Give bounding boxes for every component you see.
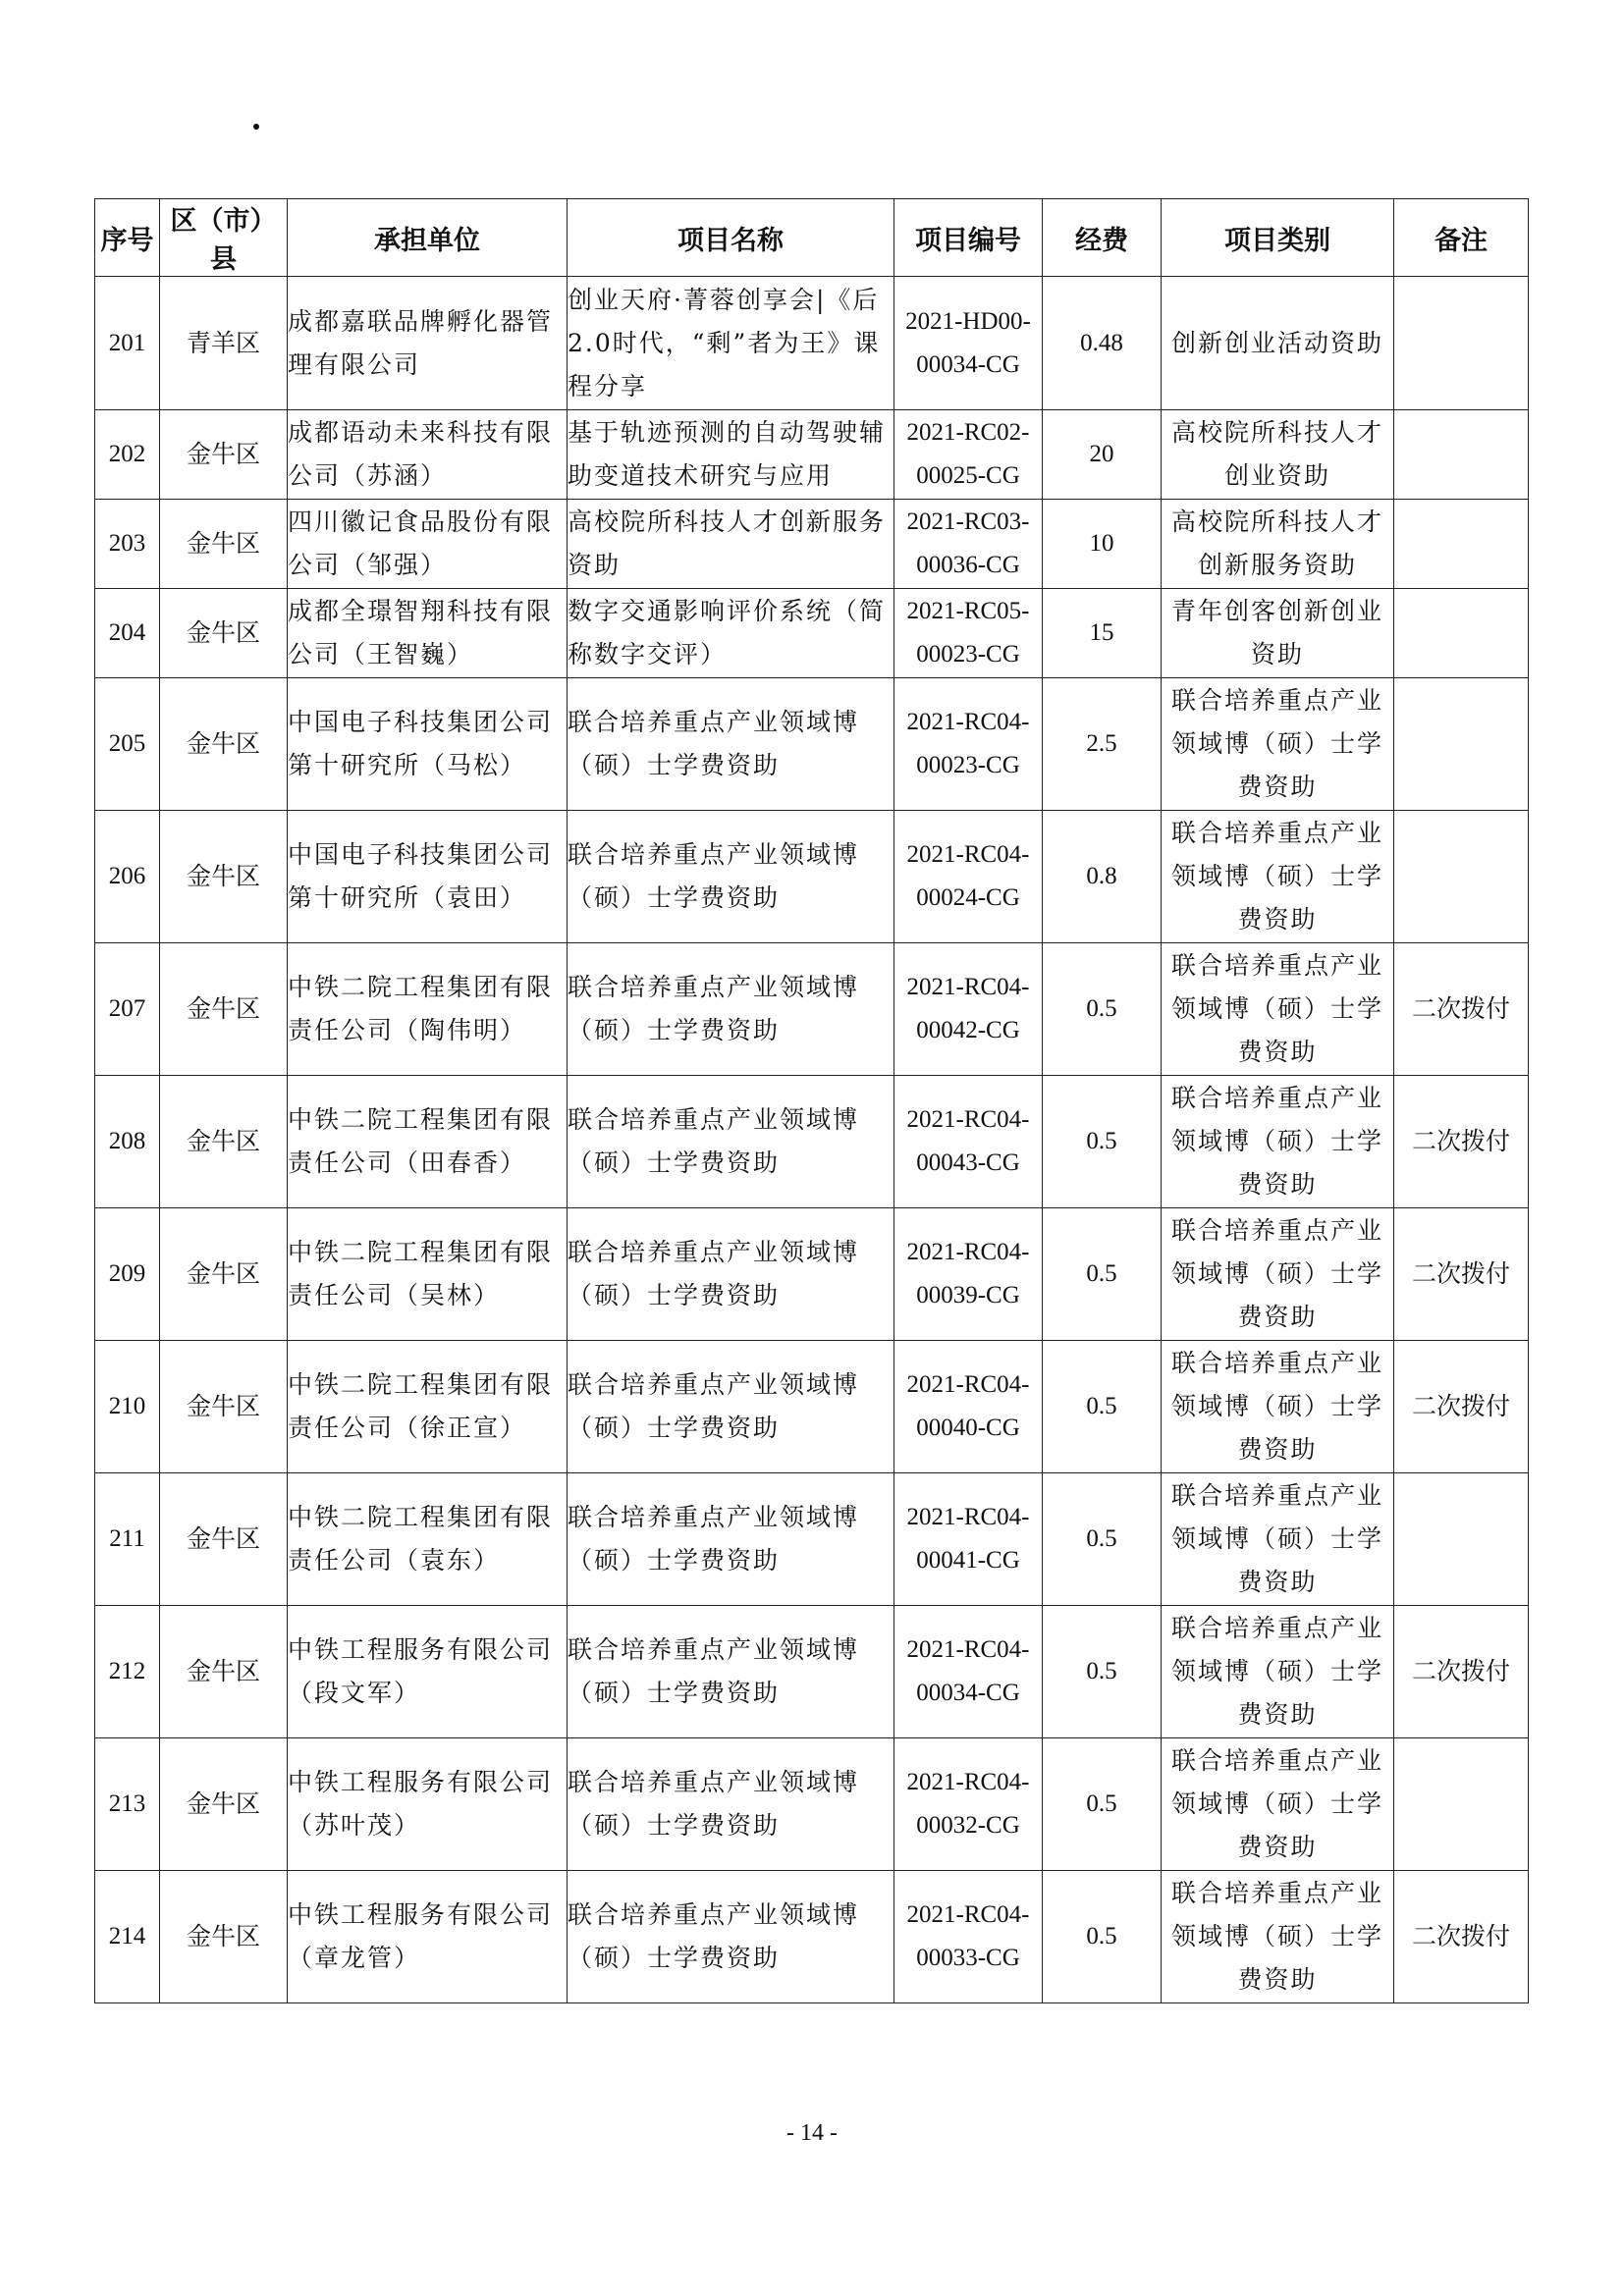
cell-district: 金牛区 (160, 1606, 288, 1738)
cell-unit: 成都嘉联品牌孵化器管理有限公司 (288, 277, 568, 410)
cell-unit: 中铁工程服务有限公司（段文军） (288, 1606, 568, 1738)
cell-note (1394, 410, 1529, 500)
cell-no: 210 (95, 1341, 160, 1473)
cell-no: 209 (95, 1208, 160, 1341)
stray-dot (253, 124, 259, 130)
cell-code: 2021-RC04-00024-CG (894, 811, 1043, 943)
cell-note: 二次拨付 (1394, 943, 1529, 1076)
cell-note (1394, 589, 1529, 678)
cell-fund: 0.48 (1043, 277, 1162, 410)
cell-no: 201 (95, 277, 160, 410)
cell-fund: 0.5 (1043, 1871, 1162, 2003)
cell-no: 208 (95, 1076, 160, 1208)
table-row (95, 678, 1529, 811)
table-row (95, 500, 1529, 589)
table-row (95, 1341, 1529, 1473)
cell-fund: 2.5 (1043, 678, 1162, 811)
cell-unit: 中铁工程服务有限公司（章龙管） (288, 1871, 568, 2003)
cell-no: 204 (95, 589, 160, 678)
cell-district: 金牛区 (160, 1738, 288, 1871)
table-row (95, 1738, 1529, 1871)
cell-district: 金牛区 (160, 1341, 288, 1473)
cell-project: 高校院所科技人才创新服务资助 (568, 500, 894, 589)
cell-unit: 成都语动未来科技有限公司（苏涵） (288, 410, 568, 500)
cell-project: 联合培养重点产业领域博（硕）士学费资助 (568, 1341, 894, 1473)
header-unit: 承担单位 (288, 199, 568, 277)
cell-district: 金牛区 (160, 1076, 288, 1208)
cell-no: 206 (95, 811, 160, 943)
cell-district: 金牛区 (160, 678, 288, 811)
table-header-row (95, 199, 1529, 277)
cell-project: 联合培养重点产业领域博（硕）士学费资助 (568, 1473, 894, 1606)
cell-category: 联合培养重点产业领域博（硕）士学费资助 (1162, 943, 1394, 1076)
cell-unit: 中国电子科技集团公司第十研究所（马松） (288, 678, 568, 811)
cell-district: 金牛区 (160, 811, 288, 943)
cell-note (1394, 1738, 1529, 1871)
cell-fund: 15 (1043, 589, 1162, 678)
cell-category: 联合培养重点产业领域博（硕）士学费资助 (1162, 678, 1394, 811)
cell-district: 金牛区 (160, 1871, 288, 2003)
header-code: 项目编号 (894, 199, 1043, 277)
cell-code: 2021-RC04-00023-CG (894, 678, 1043, 811)
cell-fund: 0.5 (1043, 1076, 1162, 1208)
table-row (95, 1871, 1529, 2003)
cell-project: 联合培养重点产业领域博（硕）士学费资助 (568, 1076, 894, 1208)
cell-fund: 0.5 (1043, 1606, 1162, 1738)
cell-note: 二次拨付 (1394, 1606, 1529, 1738)
cell-unit: 中铁二院工程集团有限责任公司（袁东） (288, 1473, 568, 1606)
cell-fund: 0.5 (1043, 943, 1162, 1076)
table-row (95, 1473, 1529, 1606)
cell-fund: 0.5 (1043, 1341, 1162, 1473)
cell-project: 联合培养重点产业领域博（硕）士学费资助 (568, 1738, 894, 1871)
cell-project: 数字交通影响评价系统（简称数字交评） (568, 589, 894, 678)
cell-category: 联合培养重点产业领域博（硕）士学费资助 (1162, 1871, 1394, 2003)
cell-category: 联合培养重点产业领域博（硕）士学费资助 (1162, 1606, 1394, 1738)
cell-code: 2021-RC04-00032-CG (894, 1738, 1043, 1871)
cell-district: 金牛区 (160, 500, 288, 589)
header-category: 项目类别 (1162, 199, 1394, 277)
cell-unit: 中铁工程服务有限公司（苏叶茂） (288, 1738, 568, 1871)
cell-district: 金牛区 (160, 589, 288, 678)
cell-fund: 0.5 (1043, 1738, 1162, 1871)
cell-fund: 20 (1043, 410, 1162, 500)
cell-code: 2021-RC05-00023-CG (894, 589, 1043, 678)
cell-code: 2021-RC04-00034-CG (894, 1606, 1043, 1738)
header-no: 序号 (95, 199, 160, 277)
header-district: 区（市）县 (160, 199, 288, 277)
table-row (95, 277, 1529, 410)
cell-project: 联合培养重点产业领域博（硕）士学费资助 (568, 811, 894, 943)
cell-note (1394, 500, 1529, 589)
cell-project: 联合培养重点产业领域博（硕）士学费资助 (568, 1871, 894, 2003)
table-row (95, 943, 1529, 1076)
cell-unit: 中国电子科技集团公司第十研究所（袁田） (288, 811, 568, 943)
cell-note (1394, 678, 1529, 811)
cell-fund: 0.5 (1043, 1208, 1162, 1341)
cell-no: 211 (95, 1473, 160, 1606)
cell-unit: 中铁二院工程集团有限责任公司（陶伟明） (288, 943, 568, 1076)
cell-category: 高校院所科技人才创业资助 (1162, 410, 1394, 500)
header-project: 项目名称 (568, 199, 894, 277)
cell-district: 金牛区 (160, 1473, 288, 1606)
cell-project: 联合培养重点产业领域博（硕）士学费资助 (568, 1606, 894, 1738)
cell-project: 联合培养重点产业领域博（硕）士学费资助 (568, 678, 894, 811)
cell-no: 214 (95, 1871, 160, 2003)
cell-unit: 中铁二院工程集团有限责任公司（吴林） (288, 1208, 568, 1341)
table-row (95, 811, 1529, 943)
table-row (95, 410, 1529, 500)
cell-fund: 0.5 (1043, 1473, 1162, 1606)
cell-note: 二次拨付 (1394, 1208, 1529, 1341)
cell-code: 2021-RC04-00039-CG (894, 1208, 1043, 1341)
cell-note (1394, 277, 1529, 410)
table-row (95, 589, 1529, 678)
cell-note (1394, 1473, 1529, 1606)
cell-fund: 10 (1043, 500, 1162, 589)
table-row (95, 1208, 1529, 1341)
cell-no: 202 (95, 410, 160, 500)
cell-unit: 中铁二院工程集团有限责任公司（田春香） (288, 1076, 568, 1208)
cell-category: 联合培养重点产业领域博（硕）士学费资助 (1162, 1076, 1394, 1208)
cell-project: 基于轨迹预测的自动驾驶辅助变道技术研究与应用 (568, 410, 894, 500)
cell-code: 2021-RC04-00033-CG (894, 1871, 1043, 2003)
header-note: 备注 (1394, 199, 1529, 277)
cell-category: 联合培养重点产业领域博（硕）士学费资助 (1162, 811, 1394, 943)
cell-project: 创业天府·菁蓉创享会|《后2.0时代，“剩”者为王》课程分享 (568, 277, 894, 410)
cell-note: 二次拨付 (1394, 1341, 1529, 1473)
cell-code: 2021-HD00-00034-CG (894, 277, 1043, 410)
cell-note: 二次拨付 (1394, 1076, 1529, 1208)
cell-unit: 四川徽记食品股份有限公司（邹强） (288, 500, 568, 589)
cell-no: 207 (95, 943, 160, 1076)
cell-category: 创新创业活动资助 (1162, 277, 1394, 410)
cell-project: 联合培养重点产业领域博（硕）士学费资助 (568, 1208, 894, 1341)
table-body (95, 277, 1529, 2003)
cell-project: 联合培养重点产业领域博（硕）士学费资助 (568, 943, 894, 1076)
cell-category: 青年创客创新创业资助 (1162, 589, 1394, 678)
cell-category: 联合培养重点产业领域博（硕）士学费资助 (1162, 1473, 1394, 1606)
cell-note (1394, 811, 1529, 943)
cell-code: 2021-RC04-00040-CG (894, 1341, 1043, 1473)
cell-district: 金牛区 (160, 1208, 288, 1341)
cell-code: 2021-RC04-00041-CG (894, 1473, 1043, 1606)
cell-code: 2021-RC04-00043-CG (894, 1076, 1043, 1208)
cell-no: 205 (95, 678, 160, 811)
cell-fund: 0.8 (1043, 811, 1162, 943)
cell-category: 联合培养重点产业领域博（硕）士学费资助 (1162, 1341, 1394, 1473)
cell-no: 212 (95, 1606, 160, 1738)
cell-code: 2021-RC03-00036-CG (894, 500, 1043, 589)
cell-district: 金牛区 (160, 410, 288, 500)
header-fund: 经费 (1043, 199, 1162, 277)
cell-no: 203 (95, 500, 160, 589)
cell-unit: 成都全璟智翔科技有限公司（王智巍） (288, 589, 568, 678)
cell-code: 2021-RC04-00042-CG (894, 943, 1043, 1076)
cell-category: 高校院所科技人才创新服务资助 (1162, 500, 1394, 589)
cell-note: 二次拨付 (1394, 1871, 1529, 2003)
cell-category: 联合培养重点产业领域博（硕）士学费资助 (1162, 1208, 1394, 1341)
cell-district: 金牛区 (160, 943, 288, 1076)
funding-table (94, 198, 1529, 2003)
cell-code: 2021-RC02-00025-CG (894, 410, 1043, 500)
table-row (95, 1076, 1529, 1208)
cell-unit: 中铁二院工程集团有限责任公司（徐正宣） (288, 1341, 568, 1473)
cell-no: 213 (95, 1738, 160, 1871)
page-number: - 14 - (786, 2120, 838, 2146)
cell-category: 联合培养重点产业领域博（硕）士学费资助 (1162, 1738, 1394, 1871)
cell-district: 青羊区 (160, 277, 288, 410)
table-row (95, 1606, 1529, 1738)
